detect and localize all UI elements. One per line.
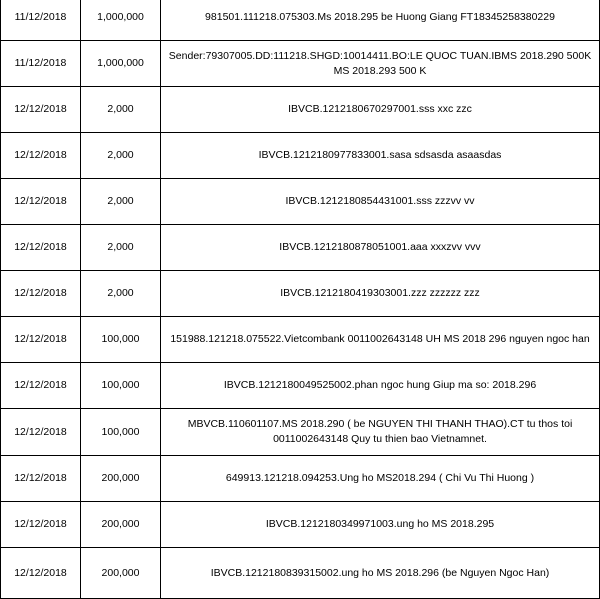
date-cell: 12/12/2018 xyxy=(1,225,81,271)
table-row xyxy=(1,87,600,133)
amount-cell: 100,000 xyxy=(81,363,161,409)
table-row xyxy=(1,271,600,317)
date-cell: 12/12/2018 xyxy=(1,87,81,133)
date-cell: 11/12/2018 xyxy=(1,41,81,87)
table-row xyxy=(1,225,600,271)
table-row xyxy=(1,502,600,548)
table-row xyxy=(1,409,600,456)
date-cell: 11/12/2018 xyxy=(1,0,81,41)
amount-cell: 2,000 xyxy=(81,179,161,225)
date-cell: 12/12/2018 xyxy=(1,502,81,548)
description-cell: IBVCB.1212180049525002.phan ngoc hung Giup ma so: 2018.296 xyxy=(161,363,600,409)
table-row xyxy=(1,548,600,599)
description-cell: IBVCB.1212180839315002.ung ho MS 2018.296 (be Nguyen Ngoc Han) xyxy=(161,548,600,599)
amount-cell: 200,000 xyxy=(81,456,161,502)
table-row xyxy=(1,0,600,41)
table-row xyxy=(1,133,600,179)
description-cell: IBVCB.1212180419303001.zzz zzzzzz zzz xyxy=(161,271,600,317)
description-cell: IBVCB.1212180854431001.sss zzzvv vv xyxy=(161,179,600,225)
amount-cell: 100,000 xyxy=(81,317,161,363)
date-cell: 12/12/2018 xyxy=(1,363,81,409)
amount-cell: 100,000 xyxy=(81,409,161,456)
description-cell: IBVCB.1212180977833001.sasa sdsasda asaasdas xyxy=(161,133,600,179)
amount-cell: 200,000 xyxy=(81,548,161,599)
description-cell: Sender:79307005.DD:111218.SHGD:10014411.BO:LE QUOC TUAN.IBMS 2018.290 500K MS 2018.293 500 K xyxy=(161,41,600,87)
amount-cell: 200,000 xyxy=(81,502,161,548)
table-row xyxy=(1,317,600,363)
date-cell: 12/12/2018 xyxy=(1,409,81,456)
amount-cell: 2,000 xyxy=(81,225,161,271)
table-row xyxy=(1,456,600,502)
table-row xyxy=(1,363,600,409)
amount-cell: 2,000 xyxy=(81,87,161,133)
table-row xyxy=(1,41,600,87)
date-cell: 12/12/2018 xyxy=(1,133,81,179)
date-cell: 12/12/2018 xyxy=(1,271,81,317)
date-cell: 12/12/2018 xyxy=(1,456,81,502)
table-row xyxy=(1,179,600,225)
description-cell: IBVCB.1212180349971003.ung ho MS 2018.295 xyxy=(161,502,600,548)
date-cell: 12/12/2018 xyxy=(1,317,81,363)
description-cell: MBVCB.110601107.MS 2018.290 ( be NGUYEN THI THANH THAO).CT tu thos toi 0011002643148 Quy tu thien bao Vietnamnet. xyxy=(161,409,600,456)
description-cell: IBVCB.1212180878051001.aaa xxxzvv vvv xyxy=(161,225,600,271)
amount-cell: 2,000 xyxy=(81,133,161,179)
description-cell: 649913.121218.094253.Ung ho MS2018.294 ( Chi Vu Thi Huong ) xyxy=(161,456,600,502)
amount-cell: 2,000 xyxy=(81,271,161,317)
description-cell: IBVCB.1212180670297001.sss xxc zzc xyxy=(161,87,600,133)
description-cell: 981501.111218.075303.Ms 2018.295 be Huong Giang FT18345258380229 xyxy=(161,0,600,41)
date-cell: 12/12/2018 xyxy=(1,548,81,599)
amount-cell: 1,000,000 xyxy=(81,0,161,41)
amount-cell: 1,000,000 xyxy=(81,41,161,87)
description-cell: 151988.121218.075522.Vietcombank 0011002643148 UH MS 2018 296 nguyen ngoc han xyxy=(161,317,600,363)
date-cell: 12/12/2018 xyxy=(1,179,81,225)
